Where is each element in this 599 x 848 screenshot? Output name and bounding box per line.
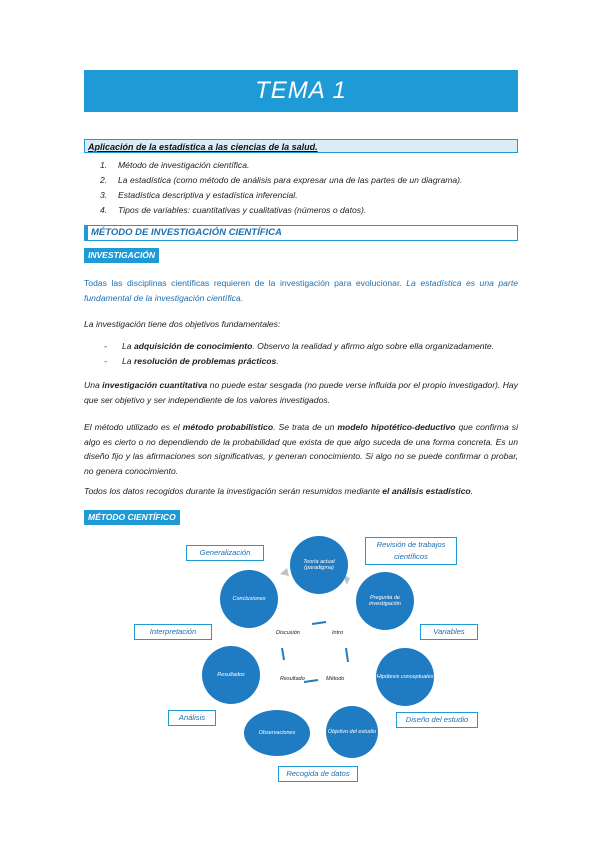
intro-text: Todas las disciplinas científicas requieren de la investigación para evolucionar.	[84, 278, 402, 288]
page-title: TEMA 1	[84, 70, 518, 112]
circle-objetivo: Objetivo del estudio	[326, 706, 378, 758]
bullet-pre: La	[122, 356, 134, 366]
paragraph-cuantitativa	[84, 378, 518, 407]
box-recogida: Recogida de datos	[278, 766, 358, 782]
box-diseno: Diseño del estudio	[396, 712, 478, 728]
circle-conclusiones: Conclusiones	[220, 570, 278, 628]
inner-arrow	[282, 648, 284, 660]
paragraph-intro	[84, 276, 518, 305]
list-text: La estadística (como método de análisis para expresar una de las partes de un diagrama).	[118, 175, 463, 185]
subtitle: Aplicación de la estadística a las ciencias de la salud.	[84, 139, 518, 153]
section-heading: MÉTODO DE INVESTIGACIÓN CIENTÍFICA	[84, 225, 518, 241]
list-number: 3.	[100, 190, 108, 200]
circle-teoria: Teoría actual (paradigma)	[290, 536, 348, 594]
list-text: Tipos de variables: cuantitativas y cualitativas (números o datos).	[118, 205, 367, 215]
list-item	[100, 158, 520, 173]
circle-observaciones: Observaciones	[244, 710, 310, 756]
objectives-list	[104, 339, 514, 369]
box-interpretacion: Interpretación	[134, 624, 212, 640]
investigacion-tag: INVESTIGACIÓN	[84, 248, 159, 263]
list-number: 2.	[100, 175, 108, 185]
text-bold: modelo hipotético-deductivo	[337, 422, 456, 432]
text: Una	[84, 380, 103, 390]
bullet-post: . Observo la realidad y afirmo algo sobre ella organizadamente.	[252, 341, 495, 351]
text: .	[470, 486, 474, 496]
bullet-pre: La	[122, 341, 134, 351]
inner-label-discusion: Discusión	[276, 630, 300, 636]
list-item	[100, 173, 520, 188]
bullet-post: .	[276, 356, 279, 366]
circle-pregunta: Pregunta de investigación	[356, 572, 414, 630]
text: que confirma si algo es cierto o no dependiendo de la probabilidad que exista de que algo suceda de una forma concreta. Es un diseño fijo y las afirmaciones son significativas, y generan conocimiento. Si algo no se puede confirmar o probar, no genera conocimiento.	[84, 422, 518, 476]
bullet-bold: resolución de problemas prácticos	[133, 356, 277, 366]
text: El método utilizado es el	[84, 422, 183, 432]
metodo-cientifico-tag: MÉTODO CIENTÍFICO	[84, 510, 180, 525]
inner-arrow	[304, 680, 318, 682]
list-item: - La resolución de problemas prácticos.	[104, 356, 279, 366]
circle-hipotesis: Hipótesis conceptuales	[376, 648, 434, 706]
list-number: 1.	[100, 160, 108, 170]
cycle-arrow	[280, 568, 289, 576]
text-bold: el análisis estadístico	[382, 486, 471, 496]
intro-text-italic: La estadística es una parte fundamental de la investigación científica.	[84, 278, 518, 303]
circle-resultados: Resultados	[202, 646, 260, 704]
paragraph-objectives: La investigación tiene dos objetivos fundamentales:	[84, 319, 281, 329]
box-analisis: Análisis	[168, 710, 216, 726]
box-variables: Variables	[420, 624, 478, 640]
list-item: - La adquisición de conocimiento. Observo la realidad y afirmo algo sobre ella organizadamente.	[104, 341, 495, 351]
table-of-contents	[100, 158, 520, 218]
inner-label-resultado: Resultado	[280, 676, 305, 682]
bullet-bold: adquisición de conocimiento	[133, 341, 253, 351]
text-bold: método probabilístico	[182, 422, 274, 432]
paragraph-metodo	[84, 420, 518, 478]
text: . Se trata de un	[273, 422, 338, 432]
list-item	[100, 188, 520, 203]
box-generalizacion: Generalización	[186, 545, 264, 561]
text: no puede estar sesgada (no puede verse influida por el propio investigador). Hay que ser objetivo y ser independiente de los valores investigados.	[84, 380, 518, 405]
list-item	[100, 203, 520, 218]
list-text: Método de investigación científica.	[118, 160, 250, 170]
inner-label-metodo: Método	[326, 676, 345, 682]
inner-arrow	[346, 648, 348, 662]
inner-label-intro: Intro	[332, 630, 344, 636]
inner-arrow	[312, 622, 326, 624]
paragraph-analisis	[84, 484, 518, 499]
text-bold: investigación cuantitativa	[102, 380, 208, 390]
box-revision: Revisión de trabajos científicos	[365, 537, 457, 565]
text: Todos los datos recogidos durante la investigación serán resumidos mediante	[84, 486, 383, 496]
list-text: Estadística descriptiva y estadística inferencial.	[118, 190, 298, 200]
list-number: 4.	[100, 205, 108, 215]
scientific-method-diagram	[120, 530, 490, 790]
